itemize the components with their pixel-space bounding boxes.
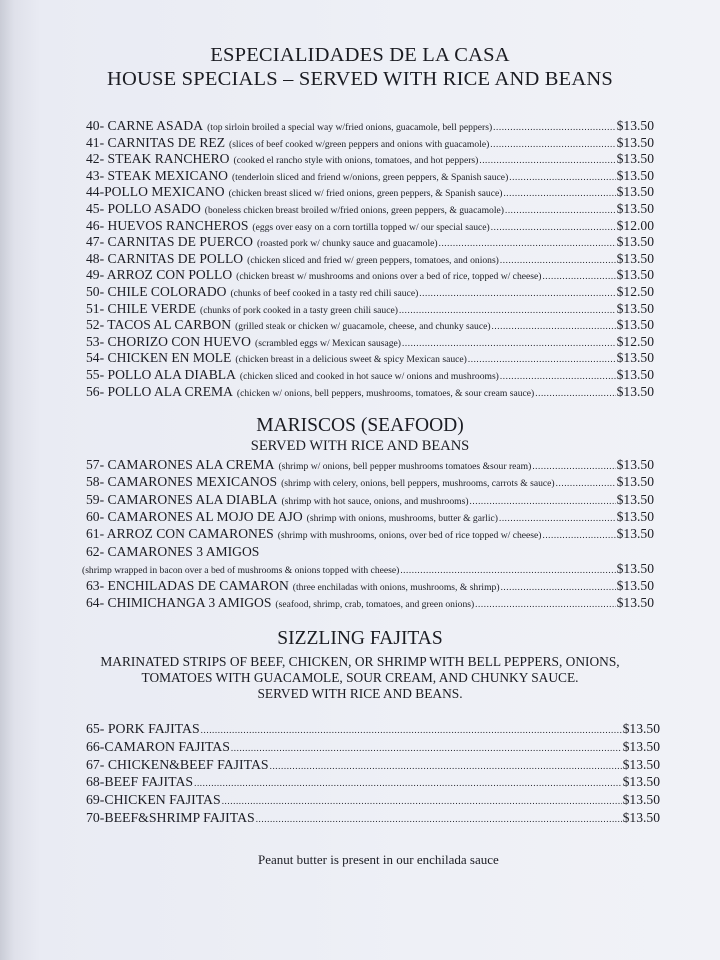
menu-item-row (86, 218, 654, 235)
menu-item-row (86, 792, 660, 809)
menu-item-description: (tenderloin sliced and friend w/onions, green peppers, & Spanish sauce) (231, 171, 509, 183)
menu-item-price: $12.00 (616, 217, 654, 233)
menu-item-description: (shrimp with hot sauce, onions, and mushrooms) (281, 495, 469, 507)
menu-item-name: 42- STEAK RANCHERO (86, 151, 230, 167)
menu-item-name: 48- CARNITAS DE POLLO (86, 250, 244, 266)
menu-item-row (86, 492, 654, 509)
menu-item-name: 52- TACOS AL CARBON (86, 317, 232, 333)
fajitas-description-line-1: MARINATED STRIPS OF BEEF, CHICKEN, OR SHRIMP WITH BELL PEPPERS, ONIONS, (100, 654, 620, 669)
menu-item-row (86, 721, 660, 738)
menu-item-price: $13.50 (616, 134, 654, 150)
menu-item-price: $13.50 (616, 300, 654, 316)
dot-leader (399, 305, 616, 315)
dot-leader (509, 172, 615, 182)
menu-item-name: 56- POLLO ALA CREMA (86, 383, 233, 399)
menu-item-name: 51- CHILE VERDE (86, 300, 196, 316)
fajitas-title: SIZZLING FAJITAS (277, 628, 443, 649)
menu-item-row (86, 317, 654, 334)
dot-leader (505, 205, 616, 215)
menu-item-price: $13.50 (622, 774, 660, 790)
menu-item-description: (shrimp with celery, onions, bell peppers, mushrooms, carrots & sauce) (281, 478, 555, 490)
dot-leader (479, 155, 615, 165)
menu-item-name: 57- CAMARONES ALA CREMA (86, 457, 275, 472)
menu-item-name: 66-CAMARON FAJITAS (86, 738, 230, 754)
menu-item-price: $13.50 (616, 267, 654, 283)
menu-item-price: $13.50 (622, 738, 660, 754)
menu-item-price: $13.50 (616, 118, 654, 133)
menu-item-description: (chicken breast w/ mushrooms and onions over a bed of rice, topped w/ cheese) (236, 271, 542, 283)
menu-item-row (86, 267, 654, 284)
menu-item-row (86, 301, 654, 318)
menu-item-price: $13.50 (616, 578, 654, 594)
dot-leader (503, 188, 615, 198)
menu-item-description: (chunks of beef cooked in a tasty red chili sauce) (230, 288, 419, 299)
dot-leader (468, 354, 616, 364)
dot-leader (501, 582, 616, 592)
menu-item-name: 44-POLLO MEXICANO (86, 184, 225, 200)
menu-item-description: (shrimp w/ onions, bell pepper mushrooms tomatoes &sour ream) (278, 461, 532, 472)
seafood-subtitle: SERVED WITH RICE AND BEANS (250, 438, 470, 454)
dot-leader (542, 530, 615, 540)
dot-leader (500, 255, 616, 265)
menu-item-price: $13.50 (616, 383, 654, 399)
menu-item-name: 68-BEEF FAJITAS (86, 774, 194, 790)
menu-item-description: (grilled steak or chicken w/ guacamole, cheese, and chunky sauce) (235, 321, 491, 333)
menu-item-description: (slices of beef cooked w/green peppers and onions with guacamole) (229, 138, 490, 150)
menu-item-row (86, 367, 654, 384)
menu-item-name: 62- CAMARONES 3 AMIGOS (86, 543, 260, 559)
menu-item-name: 43- STEAK MEXICANO (86, 167, 228, 183)
menu-item-description: (shrimp with onions, mushrooms, butter & garlic) (306, 512, 498, 524)
menu-item-name: 49- ARROZ CON POLLO (86, 267, 233, 283)
menu-item-name: 40- CARNE ASADA (86, 118, 204, 133)
menu-item-description: (shrimp with mushrooms, onions, over bed of rice topped w/ cheese) (277, 530, 542, 542)
menu-item-description: (chicken w/ onions, bell peppers, mushrooms, tomatoes, & sour cream sauce) (236, 387, 535, 399)
dot-leader (535, 388, 615, 398)
menu-item-price: $13.50 (616, 350, 654, 366)
menu-item-row (86, 151, 654, 168)
menu-item-name: 54- CHICKEN EN MOLE (86, 350, 232, 366)
menu-item-price: $13.50 (616, 491, 654, 507)
menu-item-row (86, 757, 660, 774)
menu-item-name: 64- CHIMICHANGA 3 AMIGOS (86, 595, 272, 611)
menu-item-price: $13.50 (616, 167, 654, 183)
menu-item-price: $13.50 (616, 474, 654, 490)
menu-item-name: 46- HUEVOS RANCHEROS (86, 217, 249, 233)
menu-item-price: $12.50 (616, 333, 654, 349)
menu-item-row (86, 201, 654, 218)
dot-leader (470, 496, 616, 506)
menu-item-row (86, 544, 654, 561)
menu-item-name: 58- CAMARONES MEXICANOS (86, 474, 278, 490)
menu-item-price: $13.50 (616, 317, 654, 333)
menu-item-description: (chicken sliced and cooked in hot sauce w/ onions and mushrooms) (239, 371, 499, 382)
menu-item-row (86, 350, 654, 367)
dot-leader (270, 761, 622, 771)
menu-item-name: 45- POLLO ASADO (86, 201, 201, 216)
menu-item-description: (eggs over easy on a corn tortilla topped w/ our special sauce) (252, 221, 490, 233)
menu-item-description: (top sirloin broiled a special way w/fried onions, guacamole, bell peppers) (207, 122, 493, 133)
dot-leader (256, 814, 622, 824)
menu-item-description: (seafood, shrimp, crab, tomatoes, and green onions) (275, 599, 475, 611)
menu-item-name: 65- PORK FAJITAS (86, 721, 200, 736)
section-title-english: HOUSE SPECIALS – SERVED WITH RICE AND BEANS (106, 68, 613, 90)
menu-item-name: 67- CHICKEN&BEEF FAJITAS (86, 756, 269, 772)
menu-item-name: 50- CHILE COLORADO (86, 284, 227, 299)
menu-item-price: $13.50 (622, 756, 660, 772)
menu-item-name: 61- ARROZ CON CAMARONES (86, 526, 274, 542)
menu-item-description: (chicken sliced and fried w/ green peppers, tomatoes, and onions) (247, 254, 499, 266)
menu-item-description: (chicken breast sliced w/ fried onions, green peppers, & Spanish sauce) (228, 188, 503, 200)
dot-leader (499, 513, 616, 523)
menu-item-row (86, 384, 654, 401)
menu-item-name: 59- CAMARONES ALA DIABLA (86, 491, 278, 507)
menu-item-name: 55- POLLO ALA DIABLA (86, 367, 236, 382)
dot-leader (492, 321, 616, 331)
menu-item-name: 60- CAMARONES AL MOJO DE AJO (86, 508, 303, 524)
dot-leader (402, 338, 616, 348)
menu-item-price: $12.50 (616, 284, 654, 299)
menu-item-name: 69-CHICKEN FAJITAS (86, 792, 221, 808)
menu-item-description: (scrambled eggs w/ Mexican sausage) (255, 337, 402, 349)
fajitas-description-line-3: SERVED WITH RICE AND BEANS. (257, 686, 463, 701)
menu-item-price: $13.50 (622, 792, 660, 808)
section-title-spanish: ESPECIALIDADES DE LA CASA (210, 44, 510, 66)
dot-leader (222, 796, 622, 806)
menu-item-price: $13.50 (616, 201, 654, 216)
menu-item-row (86, 234, 654, 251)
menu-item-row (86, 284, 654, 301)
dot-leader (439, 238, 616, 248)
menu-item-description: (cooked el rancho style with onions, tomatoes, and hot peppers) (233, 155, 479, 167)
menu-item-name: 53- CHORIZO CON HUEVO (86, 333, 252, 349)
menu-item-price: $13.50 (616, 508, 654, 524)
menu-item-description: (three enchiladas with onions, mushrooms, & shrimp) (292, 582, 500, 594)
fajitas-description-line-2: TOMATOES WITH GUACAMOLE, SOUR CREAM, AND CHUNKY SAUCE. (141, 670, 579, 685)
menu-item-row (86, 457, 654, 474)
menu-item-row (86, 526, 654, 543)
menu-item-name: 47- CARNITAS DE PUERCO (86, 234, 253, 250)
dot-leader (500, 371, 616, 381)
dot-leader (400, 565, 615, 575)
dot-leader (532, 461, 615, 471)
dot-leader (475, 599, 615, 609)
allergy-note: Peanut butter is present in our enchilada sauce (258, 852, 499, 867)
menu-item-price: $13.50 (616, 184, 654, 200)
menu-item-row (86, 810, 660, 827)
menu-item-row (86, 118, 654, 135)
menu-item-row (86, 334, 654, 351)
seafood-title: MARISCOS (SEAFOOD) (256, 415, 464, 436)
menu-item-row (82, 560, 654, 578)
menu-item-price: $13.50 (616, 367, 654, 382)
menu-item-description: (chicken breast in a delicious sweet & spicy Mexican sauce) (235, 354, 467, 366)
menu-item-price: $13.50 (622, 721, 660, 736)
dot-leader (419, 288, 615, 298)
menu-item-name: 63- ENCHILADAS DE CAMARON (86, 578, 289, 594)
menu-item-row (86, 595, 654, 612)
dot-leader (231, 743, 622, 753)
menu-item-row (86, 474, 654, 491)
dot-leader (556, 478, 616, 488)
dot-leader (493, 122, 615, 132)
menu-item-price: $13.50 (616, 151, 654, 167)
menu-item-price: $13.50 (616, 560, 654, 576)
dot-leader (542, 271, 615, 281)
dot-leader (490, 139, 615, 149)
menu-item-name: 70-BEEF&SHRIMP FAJITAS (86, 810, 255, 825)
menu-item-price: $13.50 (616, 595, 654, 611)
dot-leader (491, 222, 616, 232)
menu-item-row (86, 168, 654, 185)
menu-item-row (86, 578, 654, 595)
menu-item-description: (chunks of pork cooked in a tasty green chili sauce) (200, 304, 398, 316)
menu-item-price: $13.50 (616, 250, 654, 266)
menu-item-price: $13.50 (616, 526, 654, 542)
menu-item-description: (shrimp wrapped in bacon over a bed of mushrooms & onions topped with cheese) (82, 564, 400, 576)
menu-item-name: 41- CARNITAS DE REZ (86, 134, 225, 150)
menu-item-description: (roasted pork w/ chunky sauce and guacamole) (256, 238, 438, 250)
menu-item-row (86, 184, 654, 201)
menu-item-price: $13.50 (616, 234, 654, 250)
menu-item-price: $13.50 (622, 810, 660, 825)
menu-item-price: $13.50 (616, 457, 654, 472)
menu-item-row (86, 135, 654, 152)
menu-item-row (86, 509, 654, 526)
menu-item-row (86, 739, 660, 756)
menu-item-row (86, 774, 660, 791)
dot-leader (194, 778, 622, 788)
menu-item-row (86, 251, 654, 268)
dot-leader (201, 725, 622, 735)
menu-item-description: (boneless chicken breast broiled w/fried onions, green peppers, & guacamole) (204, 205, 504, 216)
